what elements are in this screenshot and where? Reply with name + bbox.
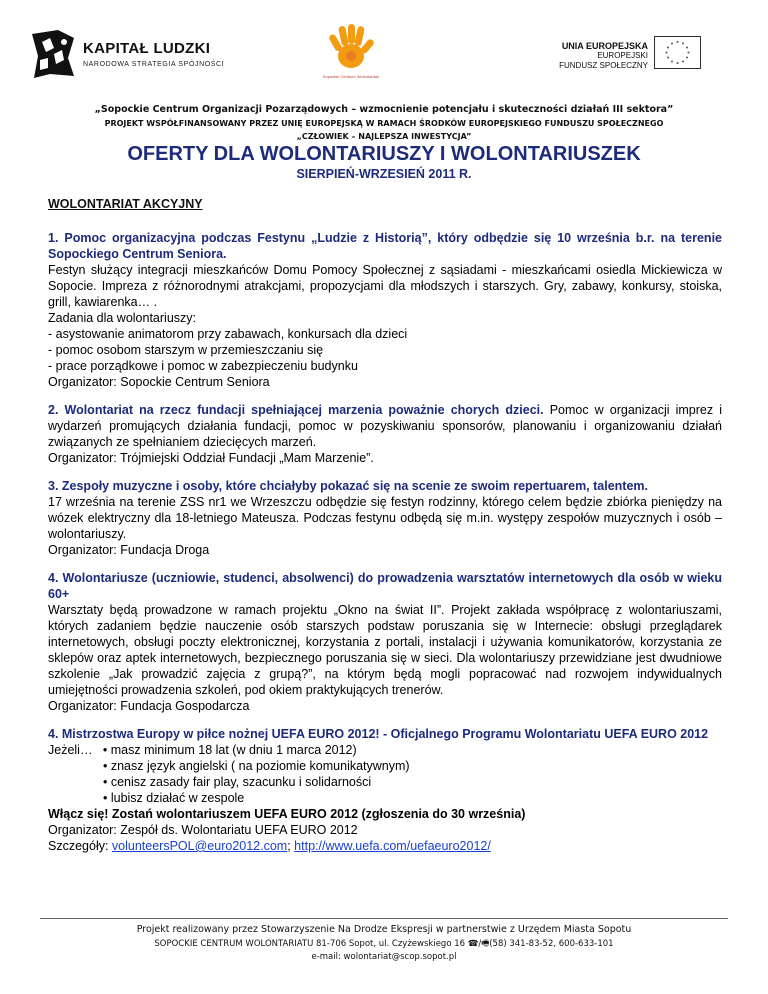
program-motto: „CZŁOWIEK – NAJLEPSZA INWESTYCJA” [296,132,472,141]
hand-logo-caption: Sopockie Centrum Wolontariatu [322,74,380,79]
footer-email: e-mail: wolontariat@scop.sopot.pl [311,952,457,962]
offer-description: 17 września na terenie ZSS nr1 we Wrzeszczu odbędzie się festyn rodzinny, którego celem będzie zbiórka pieniędzy na wózek elektryczny dla 18-letniego Mateusza. Podczas festynu odbędą się m.in. występy zespołów muzycznych i osób – wolontariuszy. [48,495,722,541]
offer-5 [48,726,722,854]
offer-description: Warsztaty będą prowadzone w ramach projektu „Okno na świat II”. Projekt zakłada współpracę z wolontariuszami, których zadaniem będzie nauczenie osób starszych podstaw poruszania się w Internecie: obsługi przeglądarek internetowych, obsługi poczty elektronicznej, korzystania z portali, instalacji i używania komunikatorów, korzystania ze sklepów oraz aptek internetowych, bezpiecznego poruszania się w sieci. Dla wolontariuszy przewidziane jest dwudniowe szkolenie „Jak prowadzić zajęcia z grupą?”, na którym będą mogli popracować nad rozwojem indywidualnych umiejętności prowadzenia szkoleń, pod okiem praktykujących trenerów. [48,603,722,697]
eu-flag-icon [654,36,701,69]
kapital-ludzki-title: KAPITAŁ LUDZKI [83,40,211,57]
offer-heading: 4. Mistrzostwa Europy w piłce nożnej UEFA EURO 2012! - Oficjalnego Programu Wolontariatu UEFA EURO 2012 [48,727,709,741]
cofinancing-note: PROJEKT WSPÓŁFINANSOWANY PRZEZ UNIĘ EUROPEJSKĄ W RAMACH ŚRODKÓW EUROPEJSKIEGO FUNDUSZU SPOŁECZNEGO [104,119,664,128]
link-separator: ; [287,839,295,853]
kapital-ludzki-emblem-icon [28,28,78,80]
offer-3 [48,478,722,558]
details-label: Szczegóły: [48,839,112,853]
offer-heading: 4. Wolontariusze (uczniowie, studenci, absolwenci) do prowadzenia warsztatów internetowych dla osób w wieku 60+ [48,571,722,601]
page-subtitle: SIERPIEŃ-WRZESIEŃ 2011 R. [296,167,472,181]
page-title: OFERTY DLA WOLONTARIUSZY I WOLONTARIUSZEK [127,143,641,165]
offer-4 [48,570,722,714]
project-name: „Sopockie Centrum Organizacji Pozarządowych – wzmocnienie potencjału i skuteczności działań III sektora” [94,104,674,115]
offer-organizer: Organizator: Trójmiejski Oddział Fundacji „Mam Marzenie”. [48,451,374,465]
document-body [48,196,722,866]
offer-condition: • cenisz zasady fair play, szacunku i solidarności [103,775,372,789]
uefa-website-link[interactable]: http://www.uefa.com/uefaeuro2012/ [294,839,491,853]
offer-text [48,402,722,450]
email-link[interactable]: volunteersPOL@euro2012.com [111,839,288,853]
eu-line-1: UNIA EUROPEJSKA [561,41,648,51]
offer-heading: 1. Pomoc organizacyjna podczas Festynu „Ludzie z Historią”, który odbędzie się 10 września b.r. na terenie Sopockiego Centrum Seniora. [48,231,722,261]
offer-description: Pomoc w organizacji imprez i wydarzeń promujących działania fundacji, pomoc w pozyskiwaniu sponsorów, planowaniu i organizowaniu działań związanych ze spełnianiem dziecięcych marzeń. [48,403,722,449]
offer-organizer: Organizator: Fundacja Droga [48,543,210,557]
footer-address: SOPOCKIE CENTRUM WOLONTARIATU 81-706 Sopot, ul. Czyżewskiego 16 ☎/🖷(58) 341-83-52, 600-633-101 [154,939,614,949]
offer-task: - pomoc osobom starszym w przemieszczaniu się [48,343,324,357]
offer-organizer: Organizator: Sopockie Centrum Seniora [48,375,270,389]
offer-task: - prace porządkowe i pomoc w zabezpieczeniu budynku [48,359,358,373]
offer-heading: 2. Wolontariat na rzecz fundacji spełniającej marzenia poważnie chorych dzieci. [48,403,544,417]
offer-organizer: Organizator: Fundacja Gospodarcza [48,699,250,713]
offer-condition-first [48,742,722,758]
offer-heading: 3. Zespoły muzyczne i osoby, które chciałyby pokazać się na scenie ze swoim repertuarem, talentem. [48,479,648,493]
eu-line-3: FUNDUSZ SPOŁECZNY [559,61,648,70]
offer-2 [48,402,722,466]
offer-condition: • masz minimum 18 lat (w dniu 1 marca 2012) [102,743,357,757]
footer-project-note: Projekt realizowany przez Stowarzyszenie Na Drodze Ekspresji w partnerstwie z Urzędem Miasta Sopotu [136,924,632,935]
offer-organizer: Organizator: Zespół ds. Wolontariatu UEFA EURO 2012 [48,823,358,837]
kapital-ludzki-logo [28,28,225,82]
offer-condition: • lubisz działać w zespole [103,791,245,805]
offer-description: Festyn służący integracji mieszkańców Domu Pomocy Społecznej z sąsiadami - mieszkańcami osiedla Mickiewicza w Sopocie. Impreza z różnorodnymi atrakcjami, propozycjami dla młodszych i starszych. Gry, zabawy, konkursy, stoiska, grill, kawiarenka… . [48,263,722,309]
offer-details [48,838,722,854]
offer-task: - asystowanie animatorom przy zabawach, konkursach dla dzieci [48,327,408,341]
offer-call-to-action: Włącz się! Zostań wolontariuszem UEFA EURO 2012 (zgłoszenia do 30 września) [48,807,526,821]
offer-1 [48,230,722,390]
kapital-ludzki-subtitle: NARODOWA STRATEGIA SPÓJNOŚCI [83,61,225,68]
eu-line-2: EUROPEJSKI [597,51,648,60]
offer-condition: • znasz język angielski ( na poziomie komunikatywnym) [103,759,410,773]
offer-tasks-label: Zadania dla wolontariuszy: [48,311,196,325]
eu-text [548,41,648,71]
if-label: Jeżeli… [48,743,93,757]
footer-divider [40,918,728,919]
section-heading: WOLONTARIAT AKCYJNY [48,197,203,211]
